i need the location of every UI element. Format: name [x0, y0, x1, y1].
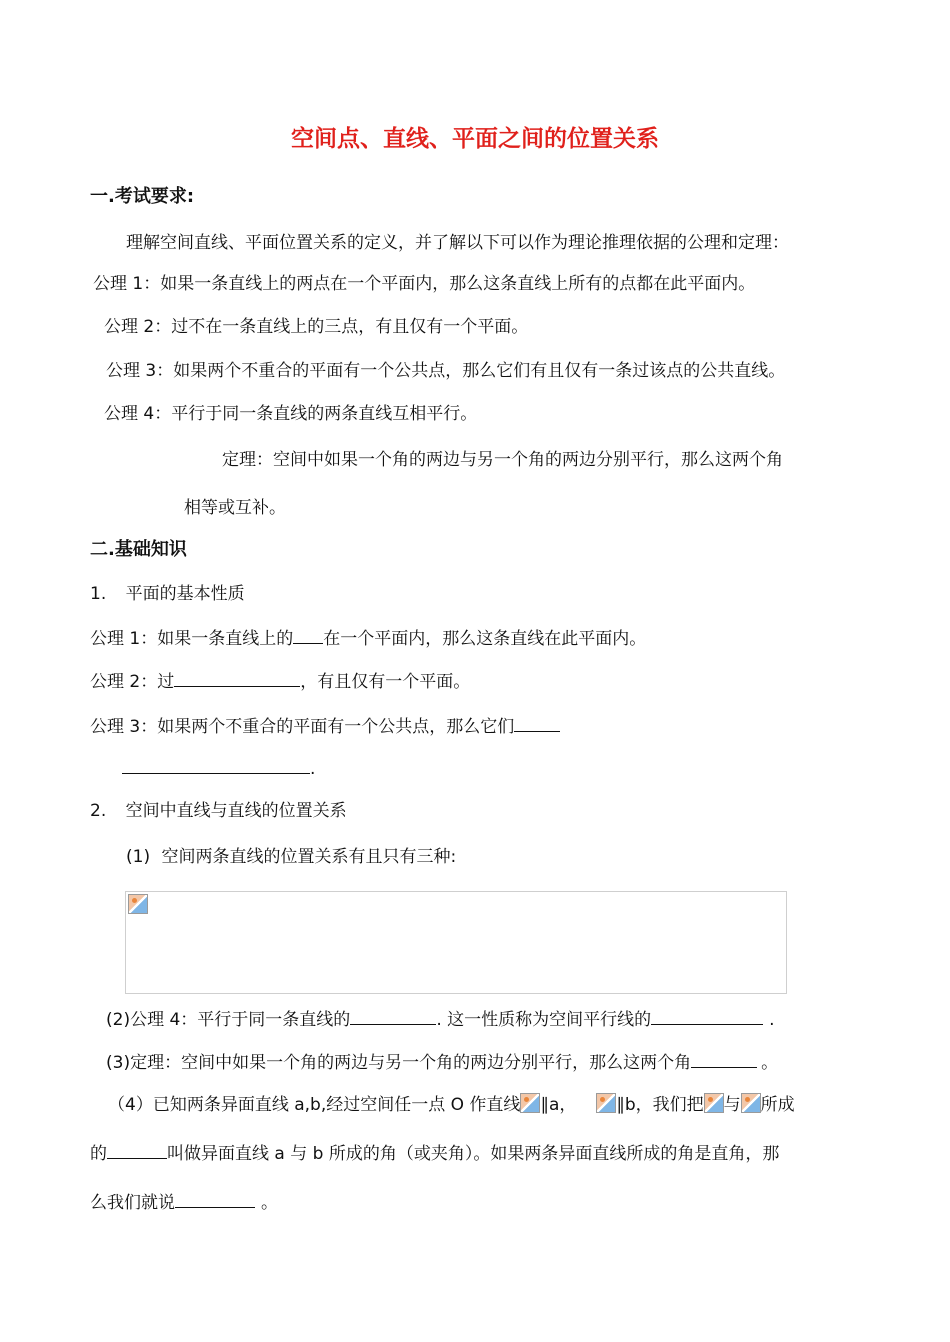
fill-axiom-2: [90, 670, 470, 693]
sub-item-3: [106, 1051, 778, 1074]
intro-paragraph: 理解空间直线、平面位置关系的定义，并了解以下可以作为理论推理依据的公理和定理：: [126, 233, 789, 253]
list-item-1: [90, 583, 245, 605]
fill-text: (2)公理 4：平行于同一条直线的: [106, 1010, 351, 1030]
fill-text: 。: [761, 1053, 779, 1073]
fill-text: ∥a，: [540, 1095, 577, 1115]
fill-text: 么我们就说: [90, 1193, 175, 1213]
fill-text: （4）已知两条异面直线 a,b,经过空间任一点 O 作直线: [108, 1095, 521, 1115]
blank-line[interactable]: [691, 1051, 757, 1068]
fill-text: 公理 1：如果一条直线上的: [90, 629, 294, 649]
fill-text: 所成: [760, 1095, 795, 1115]
sub-item-4-line-1: [108, 1093, 795, 1116]
axiom-2: 公理 2：过不在一条直线上的三点，有且仅有一个平面。: [104, 317, 529, 337]
axiom-3: 公理 3：如果两个不重合的平面有一个公共点，那么它们有且仅有一条过该点的公共直线。: [106, 361, 786, 381]
fill-text: 与: [723, 1095, 741, 1115]
list-number: 1.: [90, 584, 107, 604]
list-number: 2.: [90, 801, 107, 821]
fill-text: 叫做异面直线 a 与 b 所成的角（或夹角）。如果两条异面直线所成的角是直角，那: [167, 1144, 780, 1164]
fill-text: ∥b，我们把: [616, 1095, 704, 1115]
blank-line[interactable]: [293, 627, 323, 644]
blank-line[interactable]: [107, 1142, 167, 1159]
fill-axiom-3: [90, 715, 560, 738]
section-heading-basic-knowledge: 二.基础知识: [90, 539, 187, 560]
sub-item-2: [106, 1008, 775, 1031]
theorem-line-1: 定理：空间中如果一个角的两边与另一个角的两边分别平行，那么这两个角: [222, 450, 783, 470]
broken-image-icon: [520, 1093, 540, 1113]
broken-image-icon: [596, 1093, 616, 1113]
fill-axiom-3-continued: [122, 757, 315, 780]
page-title: 空间点、直线、平面之间的位置关系: [291, 126, 659, 152]
sub-item-1: [126, 846, 456, 868]
fill-text: ，有且仅有一个平面。: [300, 672, 471, 692]
list-text: 空间中直线与直线的位置关系: [125, 801, 347, 821]
sub-item-4-line-2: [90, 1142, 779, 1165]
blank-line[interactable]: [514, 715, 560, 732]
broken-image-icon: [741, 1093, 761, 1113]
sub-item-4-line-3: [90, 1191, 278, 1214]
fill-text: 的: [90, 1144, 107, 1164]
image-frame: [125, 891, 787, 994]
blank-line[interactable]: [175, 1191, 255, 1208]
list-text: 平面的基本性质: [125, 584, 245, 604]
blank-line[interactable]: [651, 1008, 763, 1025]
fill-text: 在一个平面内，那么这条直线在此平面内。: [323, 629, 647, 649]
fill-text: .: [310, 759, 316, 779]
sub-text: 空间两条直线的位置关系有且只有三种:: [161, 847, 457, 867]
fill-text: 。: [261, 1193, 278, 1213]
fill-axiom-1: [90, 627, 646, 650]
broken-image-icon: [128, 894, 148, 914]
blank-line[interactable]: [350, 1008, 436, 1025]
fill-text: 公理 3：如果两个不重合的平面有一个公共点，那么它们: [90, 717, 515, 737]
list-item-2: [90, 800, 347, 822]
blank-line[interactable]: [122, 757, 310, 774]
axiom-4: 公理 4：平行于同一条直线的两条直线互相平行。: [104, 404, 478, 424]
broken-image-icon: [704, 1093, 724, 1113]
fill-text: 公理 2：过: [90, 672, 175, 692]
fill-text: . 这一性质称为空间平行线的: [436, 1010, 652, 1030]
axiom-1: 公理 1：如果一条直线上的两点在一个平面内，那么这条直线上所有的点都在此平面内。: [93, 274, 756, 294]
blank-line[interactable]: [174, 670, 300, 687]
fill-text: (3)定理：空间中如果一个角的两边与另一个角的两边分别平行，那么这两个角: [106, 1053, 692, 1073]
sub-number: (1): [126, 847, 151, 867]
section-heading-exam-requirements: 一.考试要求:: [90, 186, 195, 207]
theorem-line-2: 相等或互补。: [184, 498, 286, 518]
fill-text: .: [769, 1010, 775, 1030]
